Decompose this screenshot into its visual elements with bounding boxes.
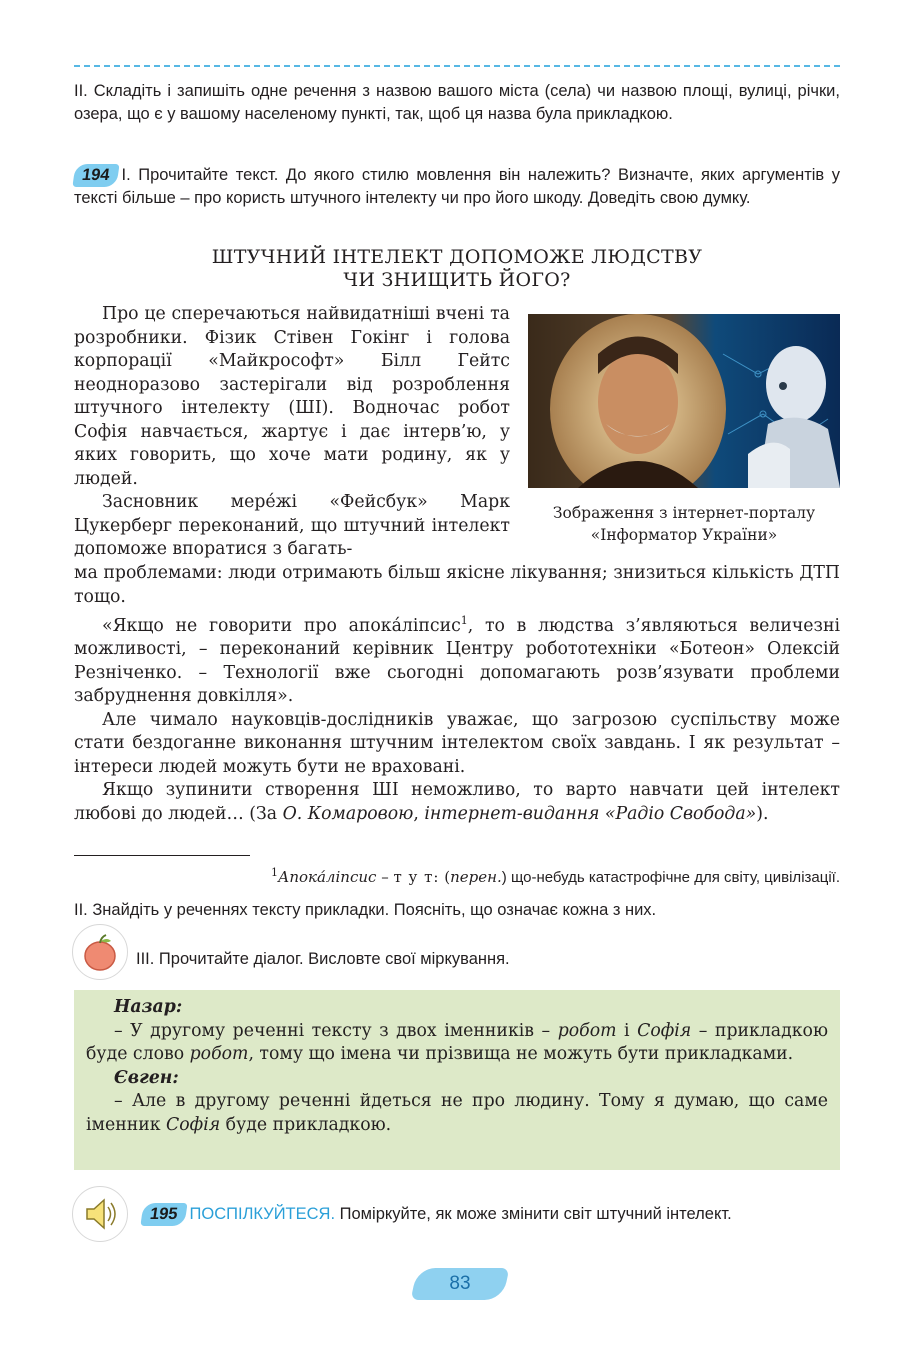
- apple-icon: [72, 924, 128, 980]
- dialog-line-2: – Але в другому реченні йдеться не про людину. Тому я думаю, що саме іменник Софія буде прикладкою.: [86, 1091, 828, 1135]
- speaker-icon: [72, 1186, 128, 1242]
- article-paragraph-2a: Засновник мере́жі «Фейсбук» Марк Цукерберг переконаний, що штучний інтелект допоможе впоратися з багать-: [74, 492, 510, 559]
- exercise-number-badge: 195: [140, 1203, 187, 1226]
- footnote: $^1$Апока́ліпсис – т у т: (перен.) що-небудь катастрофічне для світу, цивілізації.: [270, 866, 840, 886]
- article-paragraph-5: Якщо зупинити створення ШІ неможливо, то варто навчати цей інтелект любові до людей… (За О. Комаровою, інтернет-видання «Радіо Свобода»).: [74, 780, 840, 824]
- article-paragraph-2b: ма проблемами: люди отримають більш якісне лікування; знизиться кількість ДТП тощо.: [74, 563, 840, 607]
- exercise-label: ПОСПІЛКУЙТЕСЯ.: [189, 1205, 336, 1223]
- article-title: ШТУЧНИЙ ІНТЕЛЕКТ ДОПОМОЖЕ ЛЮДСТВУ ЧИ ЗНИЩИТЬ ЙОГО?: [211, 246, 703, 291]
- article-left-column: [74, 303, 510, 562]
- exercise-number-badge: 194: [72, 164, 119, 187]
- image-caption: Зображення з інтернет-порталу «Інформатор України»: [552, 504, 816, 544]
- exercise-194-task-2: ІІ. Знайдіть у реченнях тексту прикладки. Поясніть, що означає кожна з них.: [74, 901, 657, 919]
- speaker-nazar: Назар:: [114, 997, 183, 1017]
- article-paragraph-4: Але чимало науковців-дослідників уважає, що загрозою суспільству може стати бездоганне виконання штучним інтелектом своїх завдань. І як результат – інтереси людей можуть бути не враховані.: [74, 709, 840, 777]
- footnote-divider: [74, 855, 250, 856]
- task-2-previous: ІІ. Складіть і запишіть одне речення з назвою вашого міста (села) чи назвою площі, вулиці, річки, озера, що є у вашому населеному пункті, так, щоб ця назва була прикладкою.: [74, 82, 840, 123]
- exercise-194-task-3: ІІІ. Прочитайте діалог. Висловте свої міркування.: [136, 950, 510, 968]
- article-paragraph-1: Про це сперечаються найвидатніші вчені та розробники. Фізик Стівен Гокінг і голова корпорації «Майкрософт» Білл Гейтс неодноразово застерігали від розроблення штучного інтелекту (ШІ). Водночас робот Софія навчається, жартує і дає інтерв’ю, у яких говорить, що хоче мати родину, як у людей.: [74, 304, 510, 489]
- exercise-194-task-1: 194 І. Прочитайте текст. До якого стилю мовлення він належить? Визначте, яких аргументів у тексті більше – про користь штучного інтелекту чи про його шкоду. Доведіть свою думку.: [74, 166, 840, 207]
- article-image: [528, 314, 840, 488]
- dialog-line-1: – У другому реченні тексту з двох іменників – робот і Софія – прикладкою буде слово робот, тому що імена чи прізвища не можуть бути прикладками.: [86, 1020, 828, 1064]
- page-number: 83: [449, 1273, 471, 1294]
- portrait-and-robot-illustration: [528, 314, 840, 488]
- speaker-yevhen: Євген:: [114, 1067, 179, 1088]
- article-full-width: [74, 562, 840, 826]
- article-paragraph-3: «Якщо не говорити про апока́ліпсис$^1$, то в людства з’являються величезні можливості, – переконаний керівник Центру робототехніки «Ботеон» Олексій Резніченко. – Технології вже сьогодні допомагають розв’язувати проблеми забруднення довкілля».: [74, 614, 840, 707]
- dialog-box: [74, 990, 840, 1170]
- exercise-195: 195 ПОСПІЛКУЙТЕСЯ. Поміркуйте, як може змінити світ штучний інтелект.: [142, 1203, 842, 1226]
- top-dashed-divider: [74, 65, 840, 67]
